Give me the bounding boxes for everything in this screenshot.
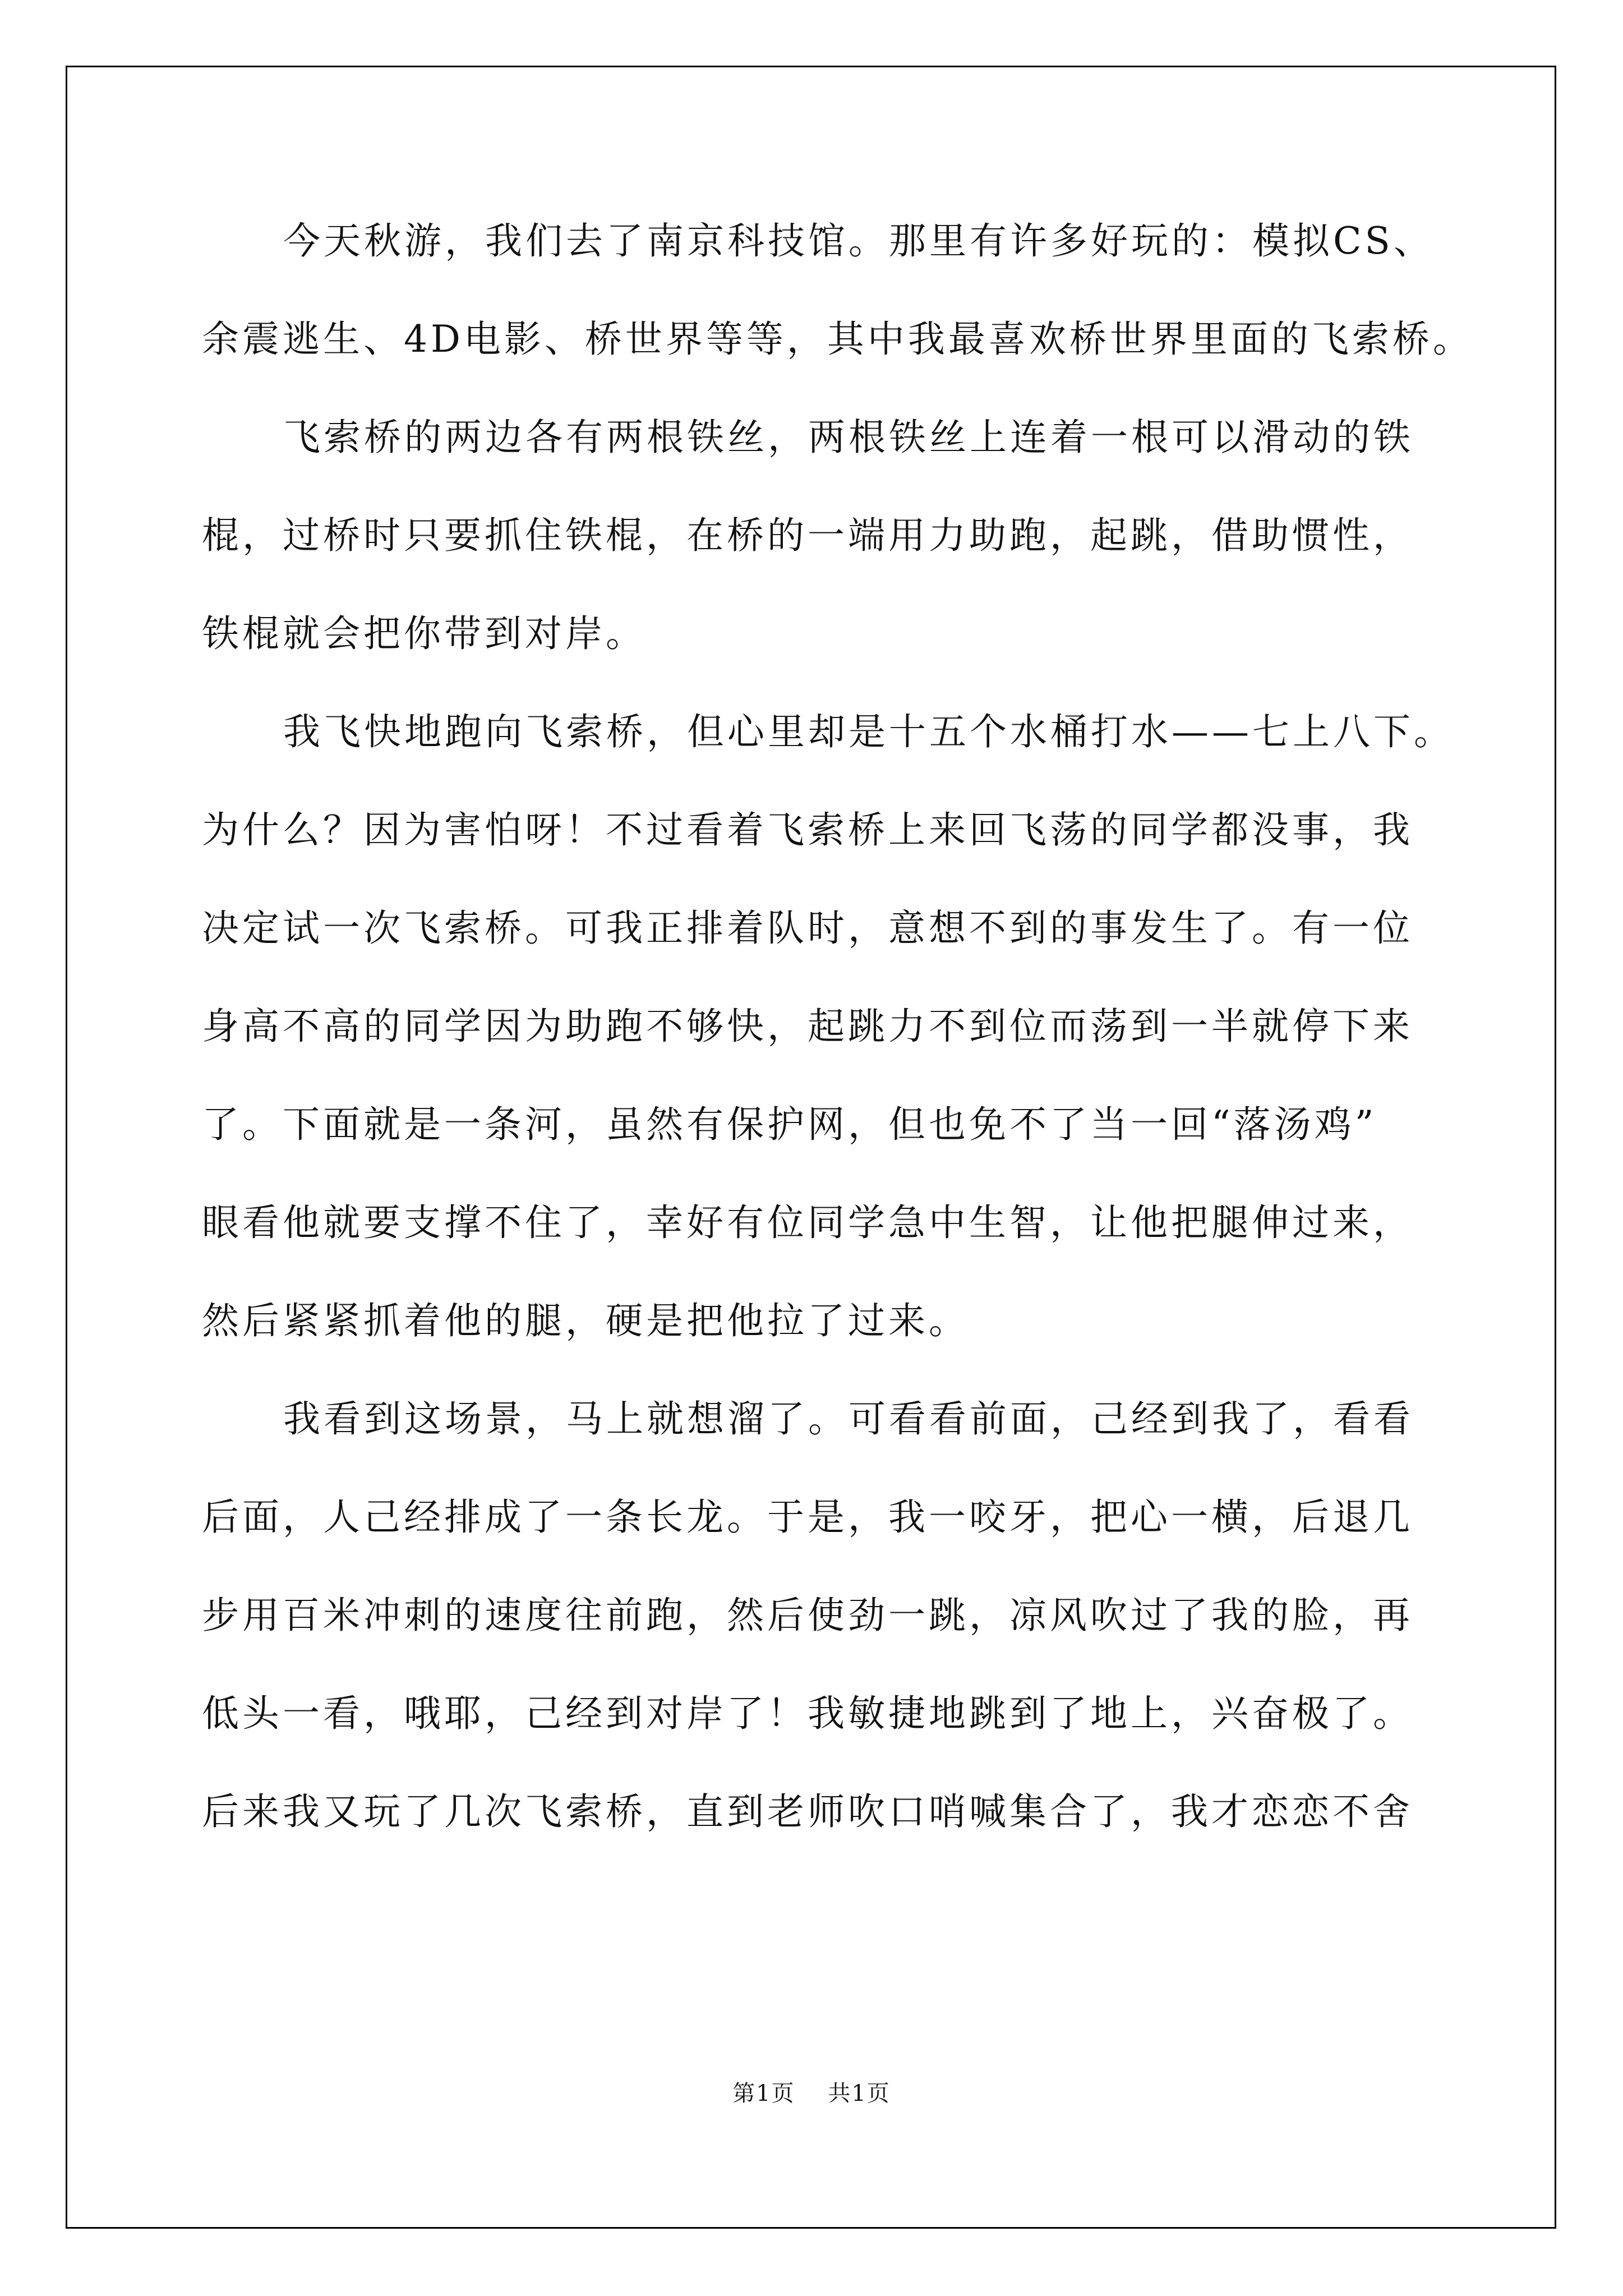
text-line: 为什么？因为害怕呀！不过看着飞索桥上来回飞荡的同学都没事，我	[202, 808, 1413, 852]
text-line: 步用百米冲刺的速度往前跑，然后使劲一跳，凉风吹过了我的脸，再	[202, 1594, 1413, 1637]
text-line: 我飞快地跑向飞索桥，但心里却是十五个水桶打水——七上八下。	[283, 710, 1454, 753]
text-line: 后来我又玩了几次飞索桥，直到老师吹口哨喊集合了，我才恋恋不舍	[202, 1790, 1413, 1833]
page-number: 第1页	[732, 2081, 795, 2106]
text-line: 低头一看，哦耶，己经到对岸了！我敏捷地跳到了地上，兴奋极了。	[202, 1692, 1413, 1735]
text-line: 决定试一次飞索桥。可我正排着队时，意想不到的事发生了。有一位	[202, 907, 1413, 950]
text-line: 余震逃生、4D电影、桥世界等等，其中我最喜欢桥世界里面的飞索桥。	[202, 318, 1473, 361]
text-line: 然后紧紧抓着他的腿，硬是把他拉了过来。	[202, 1299, 969, 1342]
text-line: 身高不高的同学因为助跑不够快，起跳力不到位而荡到一半就停下来	[202, 1005, 1413, 1048]
text-line: 棍，过桥时只要抓住铁棍，在桥的一端用力助跑，起跳，借助惯性，	[202, 514, 1413, 557]
document-body	[202, 192, 1473, 1861]
text-line: 飞索桥的两边各有两根铁丝，两根铁丝上连着一根可以滑动的铁	[283, 416, 1414, 459]
text-line: 了。下面就是一条河，虽然有保护网，但也免不了当一回“落汤鸡”	[202, 1103, 1377, 1146]
text-line: 我看到这场景，马上就想溜了。可看看前面，己经到我了，看看	[283, 1397, 1414, 1441]
text-line: 铁棍就会把你带到对岸。	[202, 612, 646, 655]
text-line: 眼看他就要支撑不住了，幸好有位同学急中生智，让他把腿伸过来，	[202, 1201, 1413, 1244]
text-line: 后面，人己经排成了一条长龙。于是，我一咬牙，把心一横，后退几	[202, 1496, 1413, 1539]
text-line: 今天秋游，我们去了南京科技馆。那里有许多好玩的：模拟CS、	[283, 219, 1434, 263]
page-total: 共1页	[828, 2081, 891, 2106]
page-footer	[0, 2076, 1623, 2108]
